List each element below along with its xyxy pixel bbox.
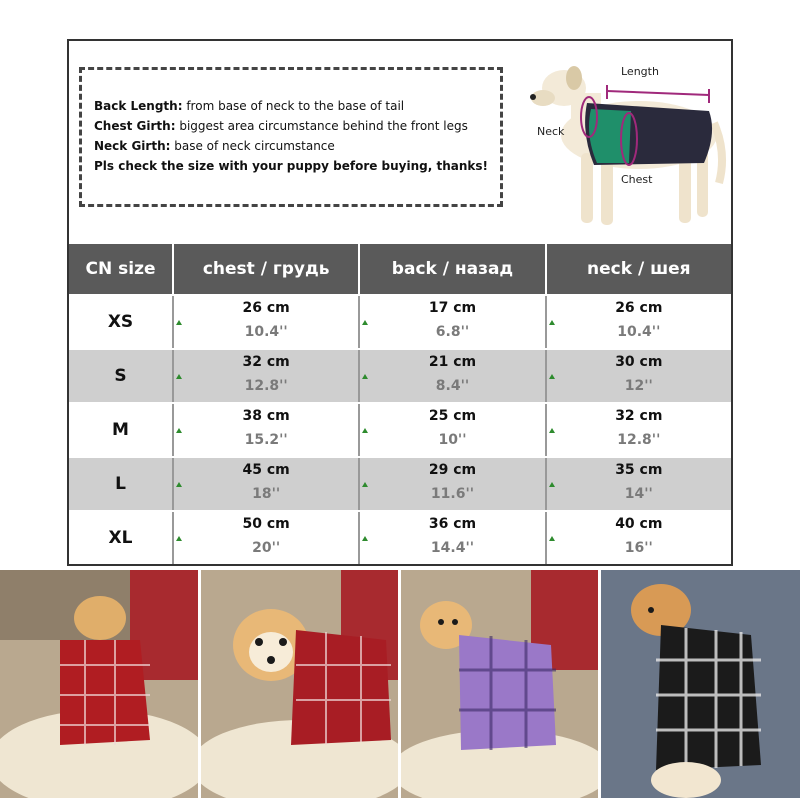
chest-cell	[174, 296, 360, 348]
back-length-line	[94, 96, 488, 116]
neck-girth-label: Neck Girth:	[94, 139, 171, 153]
table-header-row	[69, 244, 731, 294]
back-inch: 8.4''	[435, 378, 470, 394]
back-cell	[360, 350, 546, 402]
neck-inch: 14''	[624, 486, 653, 502]
neck-cell	[547, 350, 731, 402]
back-cell	[360, 296, 546, 348]
size-label: L	[69, 458, 174, 510]
dog-with-coat-icon	[519, 53, 729, 243]
chest-cell	[174, 458, 360, 510]
table-row	[69, 456, 731, 510]
back-length-label: Back Length:	[94, 99, 183, 113]
dog-red-plaid-hoodie-closeup-photo	[201, 570, 398, 798]
neck-cm: 26 cm	[615, 300, 663, 316]
neck-inch: 10.4''	[617, 324, 661, 340]
neck-girth-line	[94, 136, 488, 156]
dog-measurement-diagram	[519, 53, 729, 243]
chest-cm: 32 cm	[242, 354, 290, 370]
back-cell	[360, 458, 546, 510]
back-cm: 17 cm	[428, 300, 477, 316]
size-label: S	[69, 350, 174, 402]
chest-cm: 50 cm	[242, 516, 290, 532]
chest-inch: 20''	[252, 540, 281, 556]
chest-cm: 26 cm	[242, 300, 290, 316]
product-photo-strip	[0, 570, 800, 800]
size-check-note: Pls check the size with your puppy before buying, thanks!	[94, 159, 489, 173]
neck-cell	[547, 458, 731, 510]
neck-cm: 32 cm	[615, 408, 663, 424]
chest-cell	[174, 512, 360, 564]
chest-girth-label: Chest Girth:	[94, 119, 176, 133]
back-cm: 25 cm	[428, 408, 477, 424]
table-row	[69, 402, 731, 456]
neck-cm: 40 cm	[615, 516, 663, 532]
size-table	[69, 244, 731, 564]
size-chart-panel	[67, 39, 733, 566]
header-back: back / назад	[360, 244, 546, 294]
size-label: XS	[69, 296, 174, 348]
neck-inch: 16''	[624, 540, 653, 556]
back-cell	[360, 404, 546, 456]
dog-purple-plaid-hoodie-photo	[401, 570, 598, 798]
neck-girth-text: base of neck circumstance	[170, 139, 335, 153]
table-row	[69, 510, 731, 564]
chest-inch: 15.2''	[244, 432, 288, 448]
chest-girth-line	[94, 116, 488, 136]
chest-label: Chest	[621, 173, 653, 186]
back-inch: 11.6''	[430, 486, 475, 502]
dog-black-plaid-hoodie-photo	[601, 570, 800, 798]
neck-cm: 35 cm	[615, 462, 663, 478]
chest-cm: 38 cm	[242, 408, 290, 424]
back-length-text: from base of neck to the base of tail	[182, 99, 405, 113]
neck-inch: 12.8''	[617, 432, 661, 448]
back-cm: 29 cm	[428, 462, 477, 478]
chest-inch: 10.4''	[244, 324, 288, 340]
size-label: XL	[69, 512, 174, 564]
header-cn-size: CN size	[69, 244, 174, 294]
table-row	[69, 294, 731, 348]
chest-cm: 45 cm	[242, 462, 290, 478]
back-cell	[360, 512, 546, 564]
back-inch: 6.8''	[435, 324, 470, 340]
measurement-info-box	[79, 67, 503, 207]
header-neck: neck / шея	[547, 244, 731, 294]
neck-cell	[547, 404, 731, 456]
back-cm: 21 cm	[428, 354, 477, 370]
back-inch: 14.4''	[430, 540, 475, 556]
neck-label: Neck	[537, 125, 565, 138]
neck-cell	[547, 512, 731, 564]
back-cm: 36 cm	[428, 516, 477, 532]
dog-red-plaid-hoodie-photo	[0, 570, 198, 798]
neck-cm: 30 cm	[615, 354, 663, 370]
chest-inch: 18''	[252, 486, 281, 502]
length-label: Length	[621, 65, 659, 78]
header-chest: chest / грудь	[174, 244, 360, 294]
chest-cell	[174, 350, 360, 402]
chest-girth-text: biggest area circumstance behind the front legs	[175, 119, 468, 133]
chest-cell	[174, 404, 360, 456]
back-inch: 10''	[438, 432, 467, 448]
size-label: M	[69, 404, 174, 456]
chest-inch: 12.8''	[244, 378, 288, 394]
table-row	[69, 348, 731, 402]
neck-cell	[547, 296, 731, 348]
neck-inch: 12''	[624, 378, 653, 394]
